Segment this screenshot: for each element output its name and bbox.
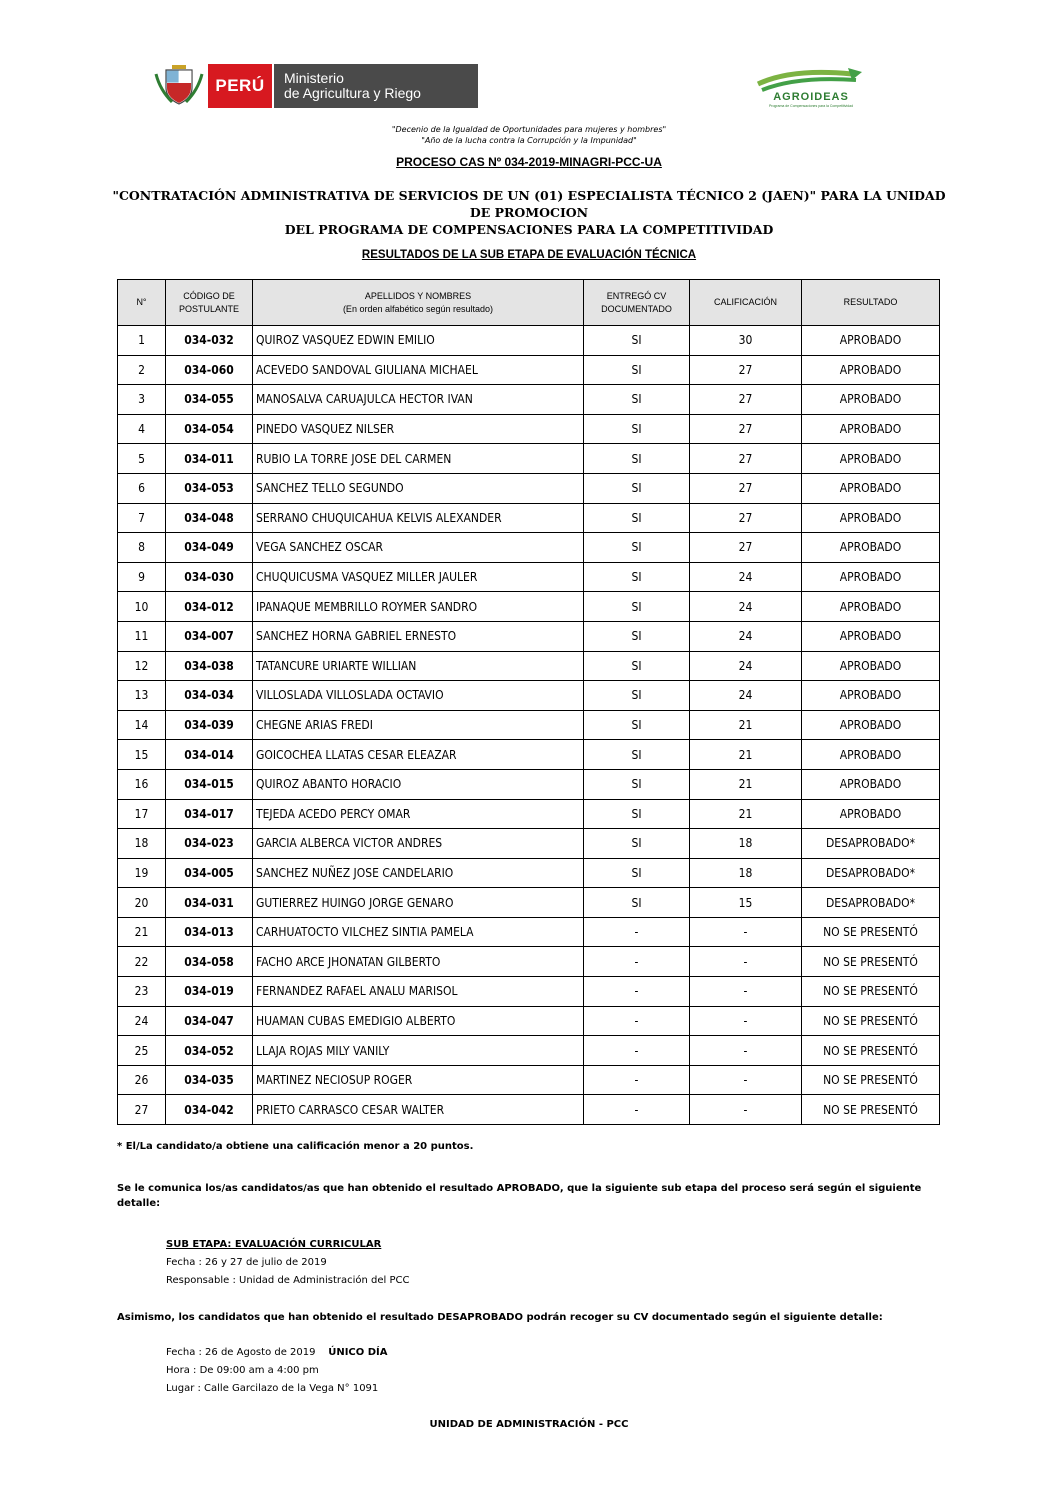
table-row	[118, 858, 940, 888]
anio-line: "Año de la lucha contra la Corrupción y la Impunidad"	[421, 136, 637, 145]
applicant-name: TEJEDA ACEDO PERCY OMAR	[253, 799, 584, 829]
col-header-code	[166, 280, 253, 326]
result: APROBADO	[802, 562, 940, 592]
row-number: 22	[118, 947, 166, 977]
cv-delivered: -	[584, 1006, 690, 1036]
score: 21	[690, 769, 802, 799]
result: APROBADO	[802, 681, 940, 711]
row-number: 17	[118, 799, 166, 829]
cv-delivered: SI	[584, 681, 690, 711]
row-number: 20	[118, 888, 166, 918]
applicant-code: 034-013	[166, 917, 253, 947]
result: APROBADO	[802, 503, 940, 533]
applicant-code: 034-014	[166, 740, 253, 770]
col-header-result: RESULTADO	[802, 280, 940, 326]
applicant-name: CARHUATOCTO VILCHEZ SINTIA PAMELA	[253, 917, 584, 947]
applicant-code: 034-007	[166, 621, 253, 651]
footer-unit: UNIDAD DE ADMINISTRACIÓN - PCC	[429, 1419, 629, 1430]
applicant-code: 034-054	[166, 414, 253, 444]
sub-etapa-responsable: Responsable : Unidad de Administración del PCC	[166, 1275, 410, 1286]
cv-delivered: SI	[584, 799, 690, 829]
result: APROBADO	[802, 414, 940, 444]
score: 24	[690, 651, 802, 681]
row-number: 23	[118, 977, 166, 1007]
comunica-line2: detalle:	[117, 1198, 161, 1209]
applicant-code: 034-058	[166, 947, 253, 977]
score: 21	[690, 799, 802, 829]
applicant-code: 034-005	[166, 858, 253, 888]
row-number: 19	[118, 858, 166, 888]
col-header-name-line1: APELLIDOS Y NOMBRES	[364, 290, 472, 301]
cv-delivered: SI	[584, 326, 690, 356]
table-row	[118, 1036, 940, 1066]
applicant-name: SANCHEZ HORNA GABRIEL ERNESTO	[253, 621, 584, 651]
table-row	[118, 917, 940, 947]
cv-delivered: SI	[584, 473, 690, 503]
cv-delivered: SI	[584, 562, 690, 592]
sub-etapa-fecha: Fecha : 26 y 27 de julio de 2019	[166, 1257, 327, 1268]
row-number: 8	[118, 533, 166, 563]
result: NO SE PRESENTÓ	[802, 917, 940, 947]
applicant-code: 034-039	[166, 710, 253, 740]
col-header-cv	[584, 280, 690, 326]
row-number: 16	[118, 769, 166, 799]
applicant-code: 034-031	[166, 888, 253, 918]
cv-delivered: SI	[584, 888, 690, 918]
row-number: 4	[118, 414, 166, 444]
score: 18	[690, 858, 802, 888]
ministry-line2: de Agricultura y Riego	[284, 85, 421, 101]
applicant-code: 034-052	[166, 1036, 253, 1066]
applicant-name: RUBIO LA TORRE JOSE DEL CARMEN	[253, 444, 584, 474]
table-row	[118, 355, 940, 385]
score: -	[690, 1065, 802, 1095]
applicant-code: 034-015	[166, 769, 253, 799]
applicant-code: 034-023	[166, 829, 253, 859]
cv-delivered: SI	[584, 621, 690, 651]
applicant-code: 034-060	[166, 355, 253, 385]
title-line-1: "CONTRATACIÓN ADMINISTRATIVA DE SERVICIOS DE UN (01) ESPECIALISTA TÉCNICO 2 (JAEN)" PARA LA UNIDAD DE PROMOCION	[112, 188, 946, 220]
applicant-code: 034-019	[166, 977, 253, 1007]
cv-delivered: SI	[584, 740, 690, 770]
applicant-code: 034-032	[166, 326, 253, 356]
table-row	[118, 888, 940, 918]
result: APROBADO	[802, 710, 940, 740]
results-table	[117, 279, 940, 1125]
decenio-line: "Decenio de la Igualdad de Oportunidades para mujeres y hombres"	[391, 125, 667, 134]
applicant-name: SANCHEZ NUÑEZ JOSE CANDELARIO	[253, 858, 584, 888]
score: 27	[690, 503, 802, 533]
cv-delivered: SI	[584, 829, 690, 859]
row-number: 27	[118, 1095, 166, 1125]
cv-delivered: SI	[584, 355, 690, 385]
score: -	[690, 947, 802, 977]
col-header-score: CALIFICACIÓN	[690, 280, 802, 326]
applicant-code: 034-042	[166, 1095, 253, 1125]
result: APROBADO	[802, 592, 940, 622]
score: 27	[690, 533, 802, 563]
agroideas-tagline: Programa de Compensaciones para la Competitividad	[768, 104, 854, 108]
applicant-name: PINEDO VASQUEZ NILSER	[253, 414, 584, 444]
applicant-name: FACHO ARCE JHONATAN GILBERTO	[253, 947, 584, 977]
table-row	[118, 651, 940, 681]
recojo-fecha: Fecha : 26 de Agosto de 2019	[166, 1347, 316, 1358]
applicant-name: LLAJA ROJAS MILY VANILY	[253, 1036, 584, 1066]
applicant-name: SERRANO CHUQUICAHUA KELVIS ALEXANDER	[253, 503, 584, 533]
applicant-name: HUAMAN CUBAS EMEDIGIO ALBERTO	[253, 1006, 584, 1036]
recojo-hora: Hora : De 09:00 am a 4:00 pm	[166, 1365, 319, 1376]
row-number: 21	[118, 917, 166, 947]
table-row	[118, 1095, 940, 1125]
result: APROBADO	[802, 473, 940, 503]
applicant-code: 034-030	[166, 562, 253, 592]
row-number: 9	[118, 562, 166, 592]
result: NO SE PRESENTÓ	[802, 1006, 940, 1036]
recojo-fecha-row	[166, 1344, 388, 1362]
result: DESAPROBADO*	[802, 858, 940, 888]
asimismo-text: Asimismo, los candidatos que han obtenido el resultado DESAPROBADO podrán recoger su CV documentado según el siguiente detalle:	[117, 1312, 883, 1323]
footnote: * El/La candidato/a obtiene una calificación menor a 20 puntos.	[117, 1141, 474, 1152]
col-header-name-line2: (En orden alfabético según resultado)	[342, 303, 494, 314]
applicant-name: IPANAQUE MEMBRILLO ROYMER SANDRO	[253, 592, 584, 622]
ministry-line1: Ministerio	[284, 70, 344, 86]
peru-label: PERÚ	[208, 64, 272, 108]
applicant-code: 034-049	[166, 533, 253, 563]
table-row	[118, 592, 940, 622]
row-number: 2	[118, 355, 166, 385]
cv-delivered: -	[584, 1065, 690, 1095]
cv-delivered: SI	[584, 592, 690, 622]
applicant-code: 034-017	[166, 799, 253, 829]
score: 27	[690, 444, 802, 474]
applicant-code: 034-034	[166, 681, 253, 711]
row-number: 15	[118, 740, 166, 770]
applicant-name: CHUQUICUSMA VASQUEZ MILLER JAULER	[253, 562, 584, 592]
table-row	[118, 1065, 940, 1095]
score: 21	[690, 710, 802, 740]
table-row	[118, 799, 940, 829]
applicant-name: SANCHEZ TELLO SEGUNDO	[253, 473, 584, 503]
result: NO SE PRESENTÓ	[802, 947, 940, 977]
proceso-title: PROCESO CAS Nº 034-2019-MINAGRI-PCC-UA	[396, 155, 662, 169]
table-row	[118, 533, 940, 563]
cv-delivered: SI	[584, 444, 690, 474]
row-number: 12	[118, 651, 166, 681]
table-row	[118, 740, 940, 770]
applicant-name: GARCIA ALBERCA VICTOR ANDRES	[253, 829, 584, 859]
table-row	[118, 473, 940, 503]
applicant-code: 034-038	[166, 651, 253, 681]
applicant-name: MANOSALVA CARUAJULCA HECTOR IVAN	[253, 385, 584, 415]
score: -	[690, 917, 802, 947]
result: APROBADO	[802, 444, 940, 474]
table-row	[118, 562, 940, 592]
score: -	[690, 1036, 802, 1066]
result: DESAPROBADO*	[802, 829, 940, 859]
result: NO SE PRESENTÓ	[802, 1036, 940, 1066]
row-number: 13	[118, 681, 166, 711]
row-number: 24	[118, 1006, 166, 1036]
row-number: 6	[118, 473, 166, 503]
score: -	[690, 1006, 802, 1036]
col-header-n: N°	[118, 280, 166, 326]
row-number: 3	[118, 385, 166, 415]
table-row	[118, 681, 940, 711]
applicant-code: 034-053	[166, 473, 253, 503]
cv-delivered: -	[584, 947, 690, 977]
result: APROBADO	[802, 621, 940, 651]
cv-delivered: SI	[584, 858, 690, 888]
result: APROBADO	[802, 740, 940, 770]
table-row	[118, 444, 940, 474]
cv-delivered: -	[584, 917, 690, 947]
row-number: 1	[118, 326, 166, 356]
row-number: 5	[118, 444, 166, 474]
applicant-name: GUTIERREZ HUINGO JORGE GENARO	[253, 888, 584, 918]
row-number: 18	[118, 829, 166, 859]
table-row	[118, 385, 940, 415]
row-number: 7	[118, 503, 166, 533]
recojo-block	[166, 1344, 388, 1398]
applicant-code: 034-048	[166, 503, 253, 533]
cv-delivered: SI	[584, 414, 690, 444]
score: 27	[690, 473, 802, 503]
score: 18	[690, 829, 802, 859]
applicant-name: VILLOSLADA VILLOSLADA OCTAVIO	[253, 681, 584, 711]
table-row	[118, 769, 940, 799]
table-row	[118, 414, 940, 444]
applicant-code: 034-011	[166, 444, 253, 474]
cv-delivered: -	[584, 1095, 690, 1125]
applicant-name: TATANCURE URIARTE WILLIAN	[253, 651, 584, 681]
col-header-code-line2: POSTULANTE	[178, 303, 239, 314]
table-header-row	[118, 280, 940, 326]
score: 15	[690, 888, 802, 918]
col-header-name	[253, 280, 584, 326]
row-number: 25	[118, 1036, 166, 1066]
table-row	[118, 829, 940, 859]
score: 24	[690, 681, 802, 711]
score: 27	[690, 355, 802, 385]
table-row	[118, 503, 940, 533]
recojo-lugar: Lugar : Calle Garcilazo de la Vega N° 1091	[166, 1383, 379, 1394]
result: APROBADO	[802, 769, 940, 799]
cv-delivered: SI	[584, 769, 690, 799]
result: NO SE PRESENTÓ	[802, 1065, 940, 1095]
results-subtitle: RESULTADOS DE LA SUB ETAPA DE EVALUACIÓN TÉCNICA	[361, 249, 697, 261]
document-title	[110, 187, 948, 238]
result: NO SE PRESENTÓ	[802, 977, 940, 1007]
result: APROBADO	[802, 326, 940, 356]
row-number: 11	[118, 621, 166, 651]
applicant-name: CHEGNE ARIAS FREDI	[253, 710, 584, 740]
applicant-name: QUIROZ ABANTO HORACIO	[253, 769, 584, 799]
result: APROBADO	[802, 799, 940, 829]
applicant-name: GOICOCHEA LLATAS CESAR ELEAZAR	[253, 740, 584, 770]
applicant-name: FERNANDEZ RAFAEL ANALU MARISOL	[253, 977, 584, 1007]
cv-delivered: SI	[584, 503, 690, 533]
result: APROBADO	[802, 385, 940, 415]
score: 24	[690, 562, 802, 592]
score: -	[690, 977, 802, 1007]
applicant-name: QUIROZ VASQUEZ EDWIN EMILIO	[253, 326, 584, 356]
cv-delivered: SI	[584, 385, 690, 415]
row-number: 10	[118, 592, 166, 622]
score: 21	[690, 740, 802, 770]
score: 24	[690, 621, 802, 651]
applicant-code: 034-012	[166, 592, 253, 622]
score: -	[690, 1095, 802, 1125]
comunica-text	[117, 1183, 947, 1209]
table-row	[118, 977, 940, 1007]
cv-delivered: SI	[584, 651, 690, 681]
table-row	[118, 947, 940, 977]
applicant-name: VEGA SANCHEZ OSCAR	[253, 533, 584, 563]
col-header-cv-line1: ENTREGÓ CV	[606, 290, 667, 301]
applicant-code: 034-035	[166, 1065, 253, 1095]
result: APROBADO	[802, 651, 940, 681]
cv-delivered: -	[584, 977, 690, 1007]
sub-etapa-title: SUB ETAPA: EVALUACIÓN CURRICULAR	[166, 1239, 382, 1250]
ministry-label	[274, 64, 478, 108]
score: 24	[690, 592, 802, 622]
applicant-code: 034-055	[166, 385, 253, 415]
applicant-name: PRIETO CARRASCO CESAR WALTER	[253, 1095, 584, 1125]
table-row	[118, 621, 940, 651]
agroideas-name: AGROIDEAS	[773, 91, 849, 103]
applicant-name: MARTINEZ NECIOSUP ROGER	[253, 1065, 584, 1095]
applicant-code: 034-047	[166, 1006, 253, 1036]
score: 27	[690, 414, 802, 444]
score: 30	[690, 326, 802, 356]
table-row	[118, 1006, 940, 1036]
result: NO SE PRESENTÓ	[802, 1095, 940, 1125]
applicant-name: ACEVEDO SANDOVAL GIULIANA MICHAEL	[253, 355, 584, 385]
cv-delivered: SI	[584, 710, 690, 740]
cv-delivered: -	[584, 1036, 690, 1066]
row-number: 14	[118, 710, 166, 740]
sub-etapa-block	[166, 1236, 410, 1290]
cv-delivered: SI	[584, 533, 690, 563]
table-row	[118, 710, 940, 740]
title-line-2: DEL PROGRAMA DE COMPENSACIONES PARA LA COMPETITIVIDAD	[284, 222, 774, 237]
result: APROBADO	[802, 355, 940, 385]
result: APROBADO	[802, 533, 940, 563]
result: DESAPROBADO*	[802, 888, 940, 918]
recojo-unico: ÚNICO DÍA	[328, 1347, 388, 1358]
table-row	[118, 326, 940, 356]
comunica-line1: Se le comunica los/as candidatos/as que han obtenido el resultado APROBADO, que la siguiente sub etapa del proceso será según el siguiente	[117, 1183, 922, 1194]
peru-coat-of-arms-logo	[152, 64, 206, 108]
col-header-code-line1: CÓDIGO DE	[183, 290, 235, 301]
score: 27	[690, 385, 802, 415]
col-header-cv-line2: DOCUMENTADO	[601, 303, 672, 314]
row-number: 26	[118, 1065, 166, 1095]
